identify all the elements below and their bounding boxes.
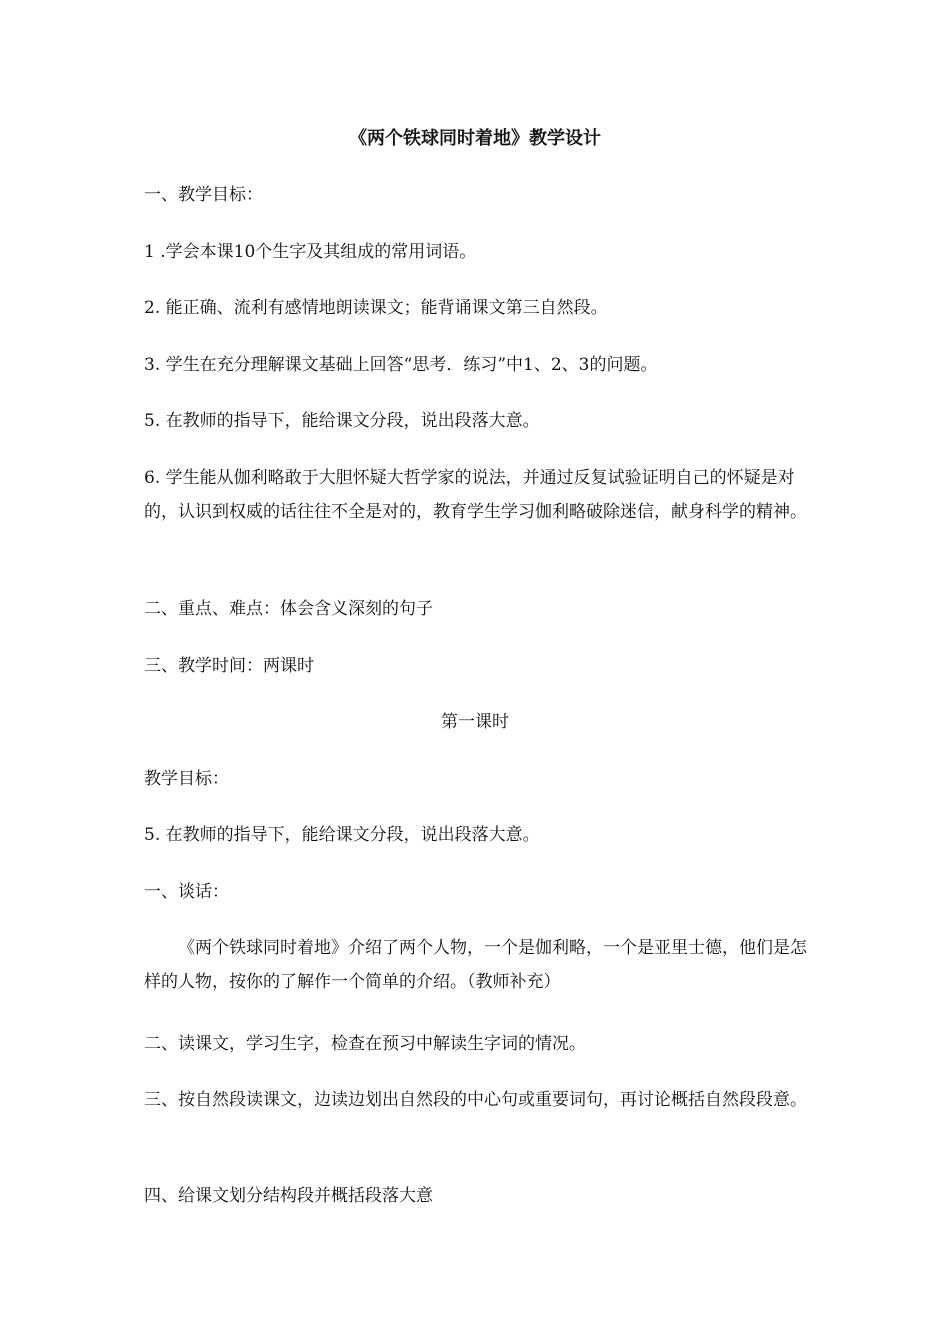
goal-item-5: 5. 在教师的指导下，能给课文分段，说出段落大意。 (144, 411, 540, 431)
step-3: 三、按自然段读课文，边读边划出自然段的中心句或重要词句，再讨论概括自然段段意。 (144, 1090, 807, 1110)
lesson-heading: 第一课时 (441, 712, 509, 732)
lesson-goal-heading: 教学目标： (144, 769, 229, 789)
document-title: 《两个铁球同时着地》教学设计 (349, 128, 601, 149)
goal-item-2: 2. 能正确、流利有感情地朗读课文；能背诵课文第三自然段。 (144, 298, 608, 318)
step-2: 二、读课文，学习生字，检查在预习中解读生字词的情况。 (144, 1034, 586, 1054)
step-4: 四、给课文划分结构段并概括段落大意 (144, 1186, 433, 1206)
goal-item-1: 1 .学会本课10个生字及其组成的常用词语。 (144, 242, 477, 262)
step-1-text: 《两个铁球同时着地》介绍了两个人物，一个是伽利略，一个是亚里士德，他们是怎样的人物，按你的了解作一个简单的介绍。（教师补充） (144, 938, 807, 992)
section-teaching-time: 三、教学时间：两课时 (144, 656, 314, 676)
lesson-goal: 5. 在教师的指导下，能给课文分段，说出段落大意。 (144, 825, 540, 845)
section-heading-teaching-goals: 一、教学目标： (144, 185, 263, 205)
step-1-heading: 一、谈话： (144, 882, 229, 902)
section-key-points: 二、重点、难点：体会含义深刻的句子 (144, 599, 433, 619)
goal-item-6: 6. 学生能从伽利略敢于大胆怀疑大哲学家的说法，并通过反复试验证明自己的怀疑是对的，认识到权威的话往往不全是对的，教育学生学习伽利略破除迷信，献身科学的精神。 (144, 468, 807, 522)
goal-item-3: 3. 学生在充分理解课文基础上回答“思考．练习”中1、2、3的问题。 (144, 355, 658, 375)
